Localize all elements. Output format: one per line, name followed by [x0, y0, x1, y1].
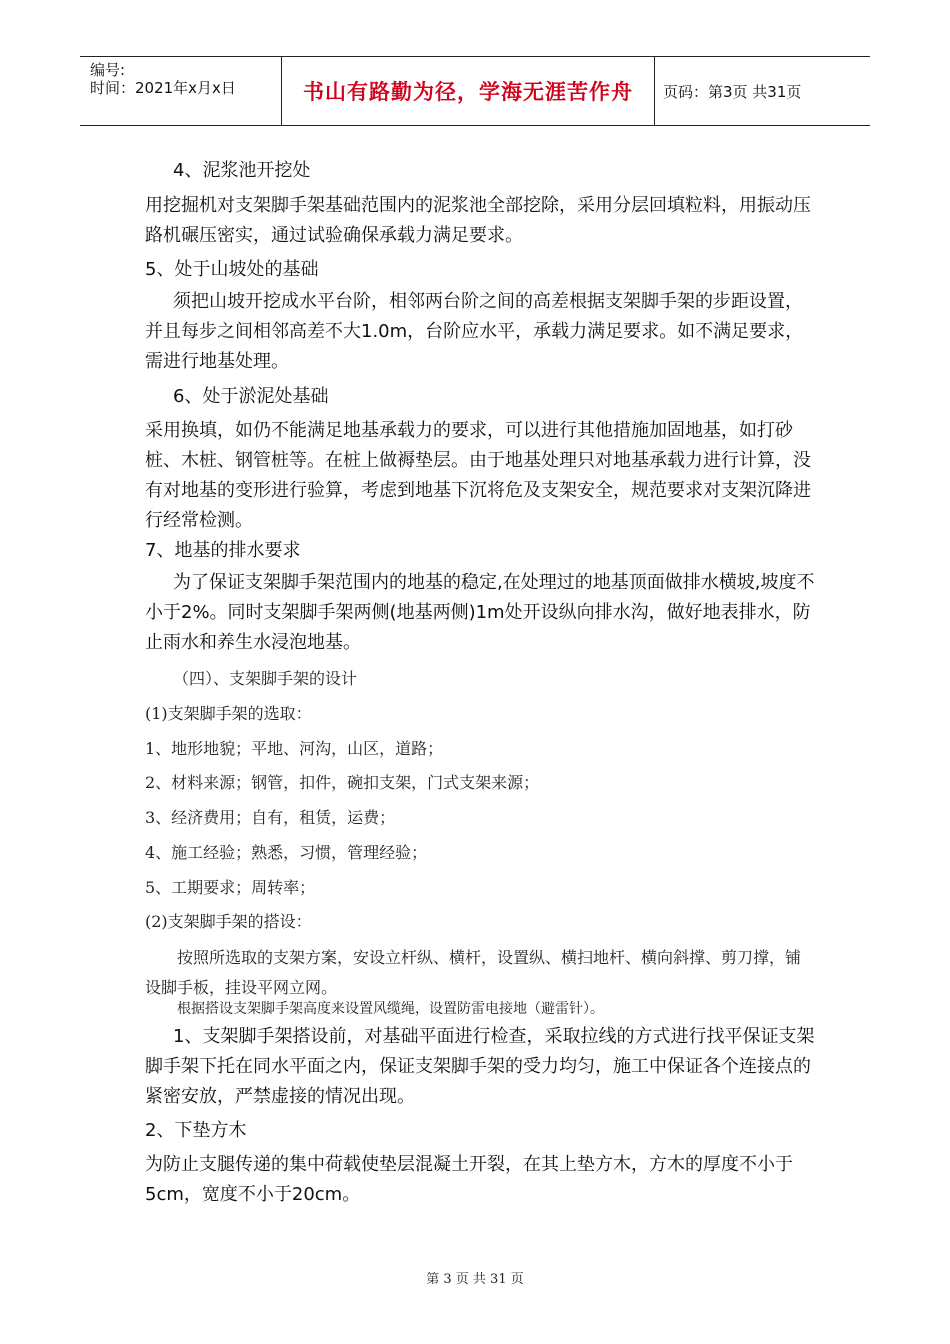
list-item: 1、地形地貌；平地、河沟，山区，道路； [145, 739, 444, 758]
page-footer: 第 3 页 共 31 页 [426, 1272, 524, 1287]
section-heading: （四）、支架脚手架的设计 [173, 669, 358, 688]
subsection-heading: (1)支架脚手架的选取： [145, 704, 312, 723]
paragraph: 根据搭设支架脚手架高度来设置风缆绳，设置防雷电接地（避雷针）。 [177, 1001, 604, 1017]
heading-5: 5、处于山坡处的基础 [145, 259, 319, 280]
page-header [80, 56, 870, 126]
paragraph: 1、支架脚手架搭设前，对基础平面进行检查，采取拉线的方式进行找平保证支架脚手架下托在同水平面之内，保证支架脚手架的受力均匀，施工中保证各个连接点的紧密安放，严禁虚接的情况出现。 [145, 1026, 815, 1107]
list-item: 2、材料来源；钢管，扣件，碗扣支架，门式支架来源； [145, 773, 540, 792]
header-motto-cell [281, 57, 655, 125]
paragraph: 用挖掘机对支架脚手架基础范围内的泥浆池全部挖除，采用分层回填粒料，用振动压路机碾压密实，通过试验确保承载力满足要求。 [145, 195, 811, 246]
document-date: 时间：2021年x月x日 [90, 79, 236, 97]
paragraph: 按照所选取的支架方案，安设立杆纵、横杆，设置纵、横扫地杆、横向斜撑、剪刀撑，铺设脚手板，挂设平网立网。 [145, 948, 802, 997]
document-number-label: 编号: [90, 61, 126, 79]
paragraph: 为防止支腿传递的集中荷载使垫层混凝土开裂，在其上垫方木，方木的厚度不小于5cm，宽度不小于20cm。 [145, 1154, 793, 1205]
list-item: 3、经济费用；自有，租赁，运费； [145, 808, 396, 827]
subsection-heading: (2)支架脚手架的搭设： [145, 912, 312, 931]
header-motto: 书山有路勤为径，学海无涯苦作舟 [303, 79, 633, 104]
heading-7: 7、地基的排水要求 [145, 540, 301, 561]
paragraph: 为了保证支架脚手架范围内的地基的稳定,在处理过的地基顶面做排水横坡,坡度不小于2%。同时支架脚手架两侧(地基两侧)1m处开设纵向排水沟，做好地表排水，防止雨水和养生水浸泡地基。 [145, 572, 815, 653]
paragraph: 采用换填，如仍不能满足地基承载力的要求，可以进行其他措施加固地基，如打砂桩、木桩、钢管桩等。在桩上做褥垫层。由于地基处理只对地基承载力进行计算，没有对地基的变形进行验算，考虑到地基下沉将危及支架安全，规范要求对支架沉降进行经常检测。 [145, 420, 811, 531]
heading-6: 6、处于淤泥处基础 [173, 386, 329, 407]
heading-4: 4、泥浆池开挖处 [173, 160, 311, 181]
header-page-cell [655, 57, 878, 125]
list-item: 4、施工经验；熟悉，习惯，管理经验； [145, 843, 428, 862]
list-item: 5、工期要求；周转率； [145, 878, 316, 897]
header-meta [80, 57, 280, 125]
header-page-info: 页码：第3页 共31页 [663, 82, 802, 101]
heading-2: 2、下垫方木 [145, 1120, 247, 1141]
paragraph: 须把山坡开挖成水平台阶，相邻两台阶之间的高差根据支架脚手架的步距设置，并且每步之间相邻高差不大1.0m，台阶应水平，承载力满足要求。如不满足要求，需进行地基处理。 [145, 291, 804, 372]
